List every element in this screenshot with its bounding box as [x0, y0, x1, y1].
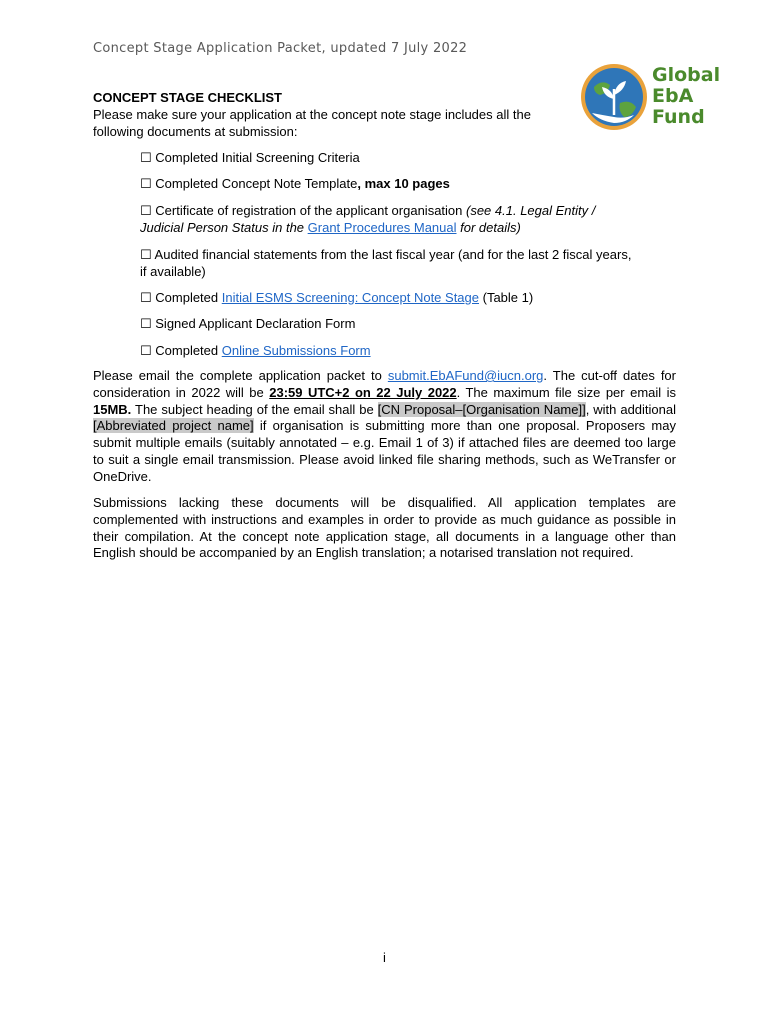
deadline-text: 23:59 UTC+2 on 22 July 2022	[269, 384, 457, 400]
logo-word-fund: Fund	[652, 106, 705, 128]
subject-heading-placeholder: [CN Proposal–[Organisation Name]]	[377, 401, 586, 417]
checklist-title: CONCEPT STAGE CHECKLIST	[93, 90, 282, 105]
checklist-item-audited-financials: ☐ Audited financial statements from the last fiscal year (and for the last 2 fiscal years, if available)	[140, 247, 632, 279]
online-submissions-form-link[interactable]: Online Submissions Form	[221, 343, 371, 358]
checklist-intro: Please make sure your application at the concept note stage includes all the following documents at submission:	[93, 107, 531, 139]
email-instructions-paragraph: Please email the complete application packet to submit.EbAFund@iucn.org. The cut-off dates for consideration in 2022 will be 23:59 UTC+2 on 22 July 2022. The maximum file size per email is 15MB. The subject heading of the email shall be [CN Proposal–[Organisation Name]], with additional [Abbreviated project name] if organisation is submitting more than one proposal. Proposers may submit multiple emails (suitably annotated – e.g. Email 1 of 3) if attached files are deemed too large to suit a single email transmission. Please avoid linked file sharing methods, such as WeTransfer or OneDrive.	[93, 368, 677, 484]
esms-screening-link[interactable]: Initial ESMS Screening: Concept Note Stage	[221, 290, 480, 305]
globe-leaf-icon	[580, 63, 648, 131]
disqualification-paragraph: Submissions lacking these documents will be disqualified. All application templates are complemented with instructions and examples in order to provide as much guidance as possible in their compilation. At the concept note application stage, all documents in a language other than English should be accompanied by an English translation; a notarised translation not required.	[93, 495, 676, 561]
logo-wordmark	[652, 65, 720, 128]
max-file-size: 15MB.	[93, 401, 132, 417]
checklist-item-declaration-form: ☐ Signed Applicant Declaration Form	[140, 316, 356, 331]
checklist-item-registration-certificate: ☐ Certificate of registration of the applicant organisation (see 4.1. Legal Entity / Judicial Person Status in the Grant Procedures Manual for details)	[140, 203, 596, 235]
global-eba-fund-logo	[580, 63, 725, 131]
checklist-item-online-submissions: ☐ Completed Online Submissions Form	[140, 343, 371, 358]
logo-word-eba: EbA	[652, 85, 694, 107]
grant-procedures-manual-link[interactable]: Grant Procedures Manual	[307, 220, 457, 235]
document-header: Concept Stage Application Packet, updated 7 July 2022	[93, 41, 468, 56]
checklist-item-esms-screening: ☐ Completed Initial ESMS Screening: Concept Note Stage (Table 1)	[140, 290, 534, 305]
checklist-item-screening-criteria: ☐ Completed Initial Screening Criteria	[140, 150, 360, 165]
submission-email-link[interactable]: submit.EbAFund@iucn.org	[387, 368, 544, 383]
abbreviated-name-placeholder: [Abbreviated project name]	[93, 418, 254, 434]
checklist-item-concept-note-template: ☐ Completed Concept Note Template, max 10 pages	[140, 176, 450, 191]
logo-word-global: Global	[652, 64, 721, 86]
page-number: i	[383, 950, 386, 965]
